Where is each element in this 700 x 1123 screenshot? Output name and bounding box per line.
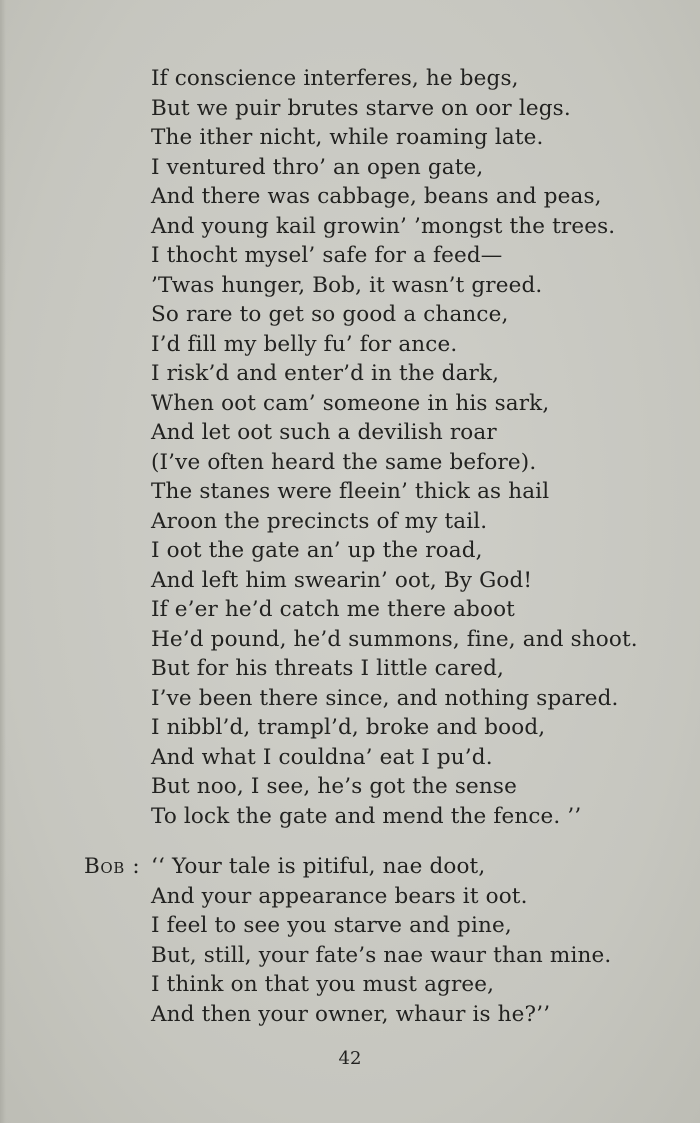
poem-line: I think on that you must agree,	[151, 972, 495, 997]
poem-line: ’Twas hunger, Bob, it wasn’t greed.	[151, 272, 543, 298]
poem-line: And young kail growin’ ’mongst the trees.	[151, 213, 616, 239]
poem-line: I thocht mysel’ safe for a feed—	[151, 243, 503, 268]
poem-line: And there was cabbage, beans and peas,	[151, 184, 602, 209]
poem-line: He’d pound, he’d summons, fine, and shoot.	[151, 626, 638, 652]
speaker-name: Bob	[84, 854, 125, 879]
poem-line: But, still, your fate’s nae waur than mine.	[151, 942, 612, 968]
page-number: 42	[338, 1048, 362, 1069]
poem-line: To lock the gate and mend the fence. ’’	[151, 803, 582, 829]
poem-line: If e’er he’d catch me there aboot	[151, 597, 515, 622]
poem-line: And your appearance bears it oot.	[151, 883, 528, 909]
poem-line: But we puir brutes starve on oor legs.	[151, 95, 571, 121]
poem-stanza-2	[151, 852, 671, 1029]
poem-line: But noo, I see, he’s got the sense	[151, 774, 517, 799]
poem-line: I feel to see you starve and pine,	[151, 913, 512, 938]
speaker-label	[84, 852, 140, 882]
poem-line: If conscience interferes, he begs,	[151, 66, 519, 91]
poem-line: I’d fill my belly fu’ for ance.	[151, 331, 458, 357]
poem-stanza-1	[151, 64, 671, 831]
poem-line: I oot the gate an’ up the road,	[151, 538, 483, 563]
poem-line: I’ve been there since, and nothing spared.	[151, 685, 619, 711]
poem-line: ‘‘ Your tale is pitiful, nae doot,	[151, 854, 486, 879]
poem-line: I risk’d and enter’d in the dark,	[151, 361, 500, 386]
poem-line: The stanes were fleein’ thick as hail	[151, 479, 550, 504]
poem-line: And left him swearin’ oot, By God!	[151, 567, 533, 593]
poem-line: But for his threats I little cared,	[151, 656, 505, 681]
poem-line: Aroon the precincts of my tail.	[151, 508, 488, 534]
poem-line: And let oot such a devilish roar	[151, 420, 497, 445]
poem-line: The ither nicht, while roaming late.	[151, 125, 544, 150]
poem-line: So rare to get so good a chance,	[151, 302, 509, 327]
poem-line: And then your owner, whaur is he?’’	[151, 1001, 551, 1027]
speaker-colon: :	[124, 854, 141, 879]
page-edge-shadow	[0, 0, 6, 1123]
poem-line: (I’ve often heard the same before).	[151, 449, 537, 475]
poem-line: And what I couldna’ eat I pu’d.	[151, 744, 493, 770]
poem-line: I nibbl’d, trampl’d, broke and bood,	[151, 715, 546, 740]
poem-line: When oot cam’ someone in his sark,	[151, 390, 550, 416]
poem-line: I ventured thro’ an open gate,	[151, 154, 484, 180]
